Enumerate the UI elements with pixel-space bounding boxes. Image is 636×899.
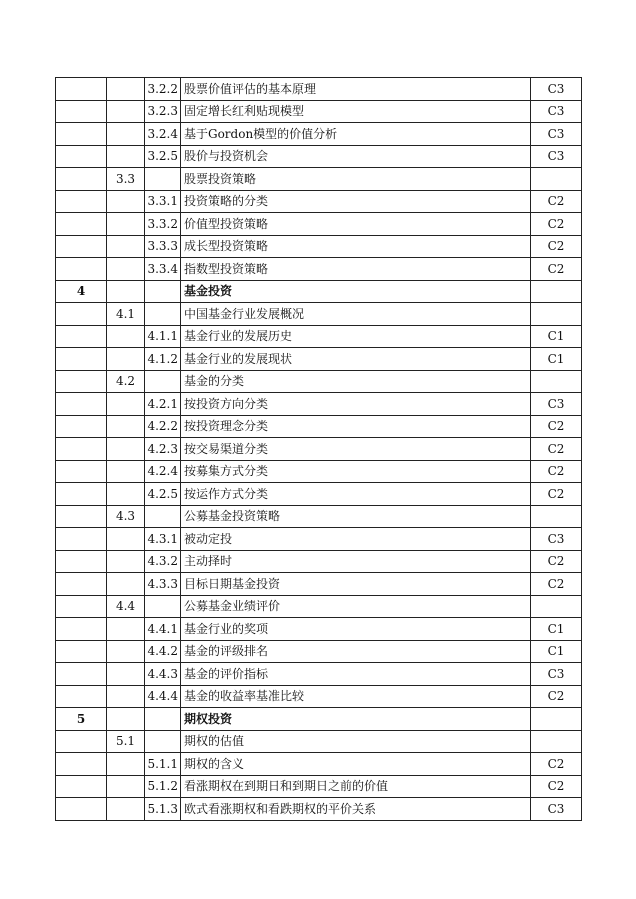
section-number <box>107 280 145 303</box>
subsection-number: 3.3.1 <box>145 190 181 213</box>
topic-title: 股价与投资机会 <box>181 145 531 168</box>
subsection-number <box>145 370 181 393</box>
table-row <box>56 528 582 551</box>
chapter-number <box>56 258 107 281</box>
chapter-number <box>56 753 107 776</box>
topic-title: 指数型投资策略 <box>181 258 531 281</box>
subsection-number: 4.3.1 <box>145 528 181 551</box>
table-row <box>56 303 582 326</box>
section-number <box>107 640 145 663</box>
topic-title: 成长型投资策略 <box>181 235 531 258</box>
chapter-number <box>56 730 107 753</box>
table-row <box>56 78 582 101</box>
section-number <box>107 393 145 416</box>
subsection-number: 5.1.1 <box>145 753 181 776</box>
subsection-number: 3.3.2 <box>145 213 181 236</box>
level-code: C1 <box>531 348 582 371</box>
section-number: 3.3 <box>107 168 145 191</box>
table-row <box>56 145 582 168</box>
table-row <box>56 775 582 798</box>
subsection-number: 5.1.3 <box>145 798 181 821</box>
subsection-number <box>145 708 181 731</box>
chapter-number <box>56 100 107 123</box>
chapter-number <box>56 370 107 393</box>
table-row <box>56 235 582 258</box>
subsection-number: 4.1.1 <box>145 325 181 348</box>
table-row <box>56 168 582 191</box>
level-code: C2 <box>531 685 582 708</box>
table-row <box>56 258 582 281</box>
section-number <box>107 213 145 236</box>
table-row <box>56 325 582 348</box>
subsection-number: 4.3.3 <box>145 573 181 596</box>
subsection-number: 4.1.2 <box>145 348 181 371</box>
table-row <box>56 550 582 573</box>
chapter-number <box>56 798 107 821</box>
chapter-number <box>56 325 107 348</box>
level-code <box>531 730 582 753</box>
subsection-number: 4.3.2 <box>145 550 181 573</box>
subsection-number: 4.2.5 <box>145 483 181 506</box>
section-number <box>107 438 145 461</box>
subsection-number: 4.4.2 <box>145 640 181 663</box>
chapter-number <box>56 573 107 596</box>
topic-title: 基金投资 <box>181 280 531 303</box>
chapter-number <box>56 303 107 326</box>
level-code: C3 <box>531 663 582 686</box>
level-code: C1 <box>531 640 582 663</box>
chapter-number <box>56 505 107 528</box>
chapter-number <box>56 415 107 438</box>
section-number <box>107 573 145 596</box>
section-number: 4.1 <box>107 303 145 326</box>
topic-title: 按交易渠道分类 <box>181 438 531 461</box>
table-row <box>56 438 582 461</box>
level-code: C1 <box>531 618 582 641</box>
topic-title: 期权的估值 <box>181 730 531 753</box>
subsection-number: 4.4.4 <box>145 685 181 708</box>
level-code: C2 <box>531 550 582 573</box>
level-code <box>531 303 582 326</box>
chapter-number <box>56 618 107 641</box>
topic-title: 固定增长红利贴现模型 <box>181 100 531 123</box>
topic-title: 基于Gordon模型的价值分析 <box>181 123 531 146</box>
subsection-number: 3.2.3 <box>145 100 181 123</box>
chapter-number <box>56 393 107 416</box>
level-code: C3 <box>531 100 582 123</box>
level-code: C2 <box>531 235 582 258</box>
table-row <box>56 460 582 483</box>
table-row <box>56 415 582 438</box>
section-number <box>107 663 145 686</box>
topic-title: 基金的评价指标 <box>181 663 531 686</box>
section-number <box>107 145 145 168</box>
table-row <box>56 618 582 641</box>
topic-title: 股票价值评估的基本原理 <box>181 78 531 101</box>
chapter-number <box>56 483 107 506</box>
section-number <box>107 528 145 551</box>
subsection-number: 4.2.4 <box>145 460 181 483</box>
topic-title: 按投资理念分类 <box>181 415 531 438</box>
table-row <box>56 213 582 236</box>
level-code: C3 <box>531 798 582 821</box>
subsection-number <box>145 595 181 618</box>
table-row <box>56 505 582 528</box>
subsection-number <box>145 505 181 528</box>
section-number <box>107 618 145 641</box>
table-row <box>56 798 582 821</box>
subsection-number: 4.2.1 <box>145 393 181 416</box>
table-row <box>56 280 582 303</box>
section-number <box>107 100 145 123</box>
topic-title: 按投资方向分类 <box>181 393 531 416</box>
subsection-number: 3.2.5 <box>145 145 181 168</box>
level-code: C3 <box>531 393 582 416</box>
section-number: 4.4 <box>107 595 145 618</box>
topic-title: 目标日期基金投资 <box>181 573 531 596</box>
table-row <box>56 663 582 686</box>
topic-title: 基金的收益率基准比较 <box>181 685 531 708</box>
table-row <box>56 348 582 371</box>
section-number: 4.3 <box>107 505 145 528</box>
topic-title: 按运作方式分类 <box>181 483 531 506</box>
subsection-number: 4.2.2 <box>145 415 181 438</box>
chapter-number: 5 <box>56 708 107 731</box>
chapter-number <box>56 775 107 798</box>
level-code <box>531 370 582 393</box>
section-number <box>107 460 145 483</box>
level-code <box>531 280 582 303</box>
section-number <box>107 325 145 348</box>
level-code: C2 <box>531 415 582 438</box>
chapter-number <box>56 78 107 101</box>
chapter-number <box>56 190 107 213</box>
table-row <box>56 595 582 618</box>
section-number <box>107 258 145 281</box>
chapter-number <box>56 123 107 146</box>
level-code <box>531 708 582 731</box>
section-number <box>107 483 145 506</box>
subsection-number: 4.4.1 <box>145 618 181 641</box>
topic-title: 股票投资策略 <box>181 168 531 191</box>
subsection-number <box>145 730 181 753</box>
level-code: C3 <box>531 78 582 101</box>
chapter-number <box>56 235 107 258</box>
subsection-number <box>145 168 181 191</box>
section-number <box>107 348 145 371</box>
table-row <box>56 730 582 753</box>
level-code <box>531 595 582 618</box>
syllabus-table <box>55 77 582 821</box>
section-number <box>107 685 145 708</box>
chapter-number <box>56 460 107 483</box>
section-number: 5.1 <box>107 730 145 753</box>
level-code <box>531 505 582 528</box>
topic-title: 基金行业的奖项 <box>181 618 531 641</box>
section-number <box>107 798 145 821</box>
section-number <box>107 753 145 776</box>
level-code: C3 <box>531 145 582 168</box>
section-number <box>107 550 145 573</box>
topic-title: 按募集方式分类 <box>181 460 531 483</box>
level-code: C2 <box>531 753 582 776</box>
section-number: 4.2 <box>107 370 145 393</box>
subsection-number: 3.2.2 <box>145 78 181 101</box>
syllabus-body <box>56 78 582 821</box>
topic-title: 被动定投 <box>181 528 531 551</box>
topic-title: 中国基金行业发展概况 <box>181 303 531 326</box>
subsection-number: 3.3.4 <box>145 258 181 281</box>
chapter-number <box>56 550 107 573</box>
chapter-number <box>56 528 107 551</box>
topic-title: 基金行业的发展现状 <box>181 348 531 371</box>
chapter-number <box>56 595 107 618</box>
chapter-number <box>56 640 107 663</box>
topic-title: 基金行业的发展历史 <box>181 325 531 348</box>
level-code: C2 <box>531 573 582 596</box>
table-row <box>56 100 582 123</box>
topic-title: 期权的含义 <box>181 753 531 776</box>
topic-title: 公募基金投资策略 <box>181 505 531 528</box>
table-row <box>56 483 582 506</box>
subsection-number: 5.1.2 <box>145 775 181 798</box>
table-row <box>56 685 582 708</box>
chapter-number <box>56 438 107 461</box>
level-code: C3 <box>531 528 582 551</box>
chapter-number <box>56 663 107 686</box>
chapter-number <box>56 145 107 168</box>
topic-title: 期权投资 <box>181 708 531 731</box>
table-row <box>56 640 582 663</box>
level-code <box>531 168 582 191</box>
section-number <box>107 190 145 213</box>
level-code: C1 <box>531 325 582 348</box>
topic-title: 基金的分类 <box>181 370 531 393</box>
chapter-number <box>56 348 107 371</box>
table-row <box>56 370 582 393</box>
section-number <box>107 708 145 731</box>
subsection-number: 4.2.3 <box>145 438 181 461</box>
chapter-number <box>56 213 107 236</box>
level-code: C2 <box>531 775 582 798</box>
topic-title: 看涨期权在到期日和到期日之前的价值 <box>181 775 531 798</box>
subsection-number: 3.2.4 <box>145 123 181 146</box>
topic-title: 主动择时 <box>181 550 531 573</box>
level-code: C2 <box>531 438 582 461</box>
level-code: C2 <box>531 190 582 213</box>
section-number <box>107 415 145 438</box>
topic-title: 欧式看涨期权和看跌期权的平价关系 <box>181 798 531 821</box>
table-row <box>56 573 582 596</box>
level-code: C3 <box>531 123 582 146</box>
subsection-number: 4.4.3 <box>145 663 181 686</box>
level-code: C2 <box>531 460 582 483</box>
subsection-number: 3.3.3 <box>145 235 181 258</box>
topic-title: 价值型投资策略 <box>181 213 531 236</box>
table-row <box>56 393 582 416</box>
chapter-number <box>56 685 107 708</box>
table-row <box>56 708 582 731</box>
table-row <box>56 190 582 213</box>
section-number <box>107 123 145 146</box>
chapter-number <box>56 168 107 191</box>
topic-title: 公募基金业绩评价 <box>181 595 531 618</box>
topic-title: 投资策略的分类 <box>181 190 531 213</box>
section-number <box>107 78 145 101</box>
level-code: C2 <box>531 258 582 281</box>
section-number <box>107 775 145 798</box>
level-code: C2 <box>531 213 582 236</box>
chapter-number: 4 <box>56 280 107 303</box>
topic-title: 基金的评级排名 <box>181 640 531 663</box>
level-code: C2 <box>531 483 582 506</box>
subsection-number <box>145 303 181 326</box>
subsection-number <box>145 280 181 303</box>
table-row <box>56 753 582 776</box>
table-row <box>56 123 582 146</box>
section-number <box>107 235 145 258</box>
